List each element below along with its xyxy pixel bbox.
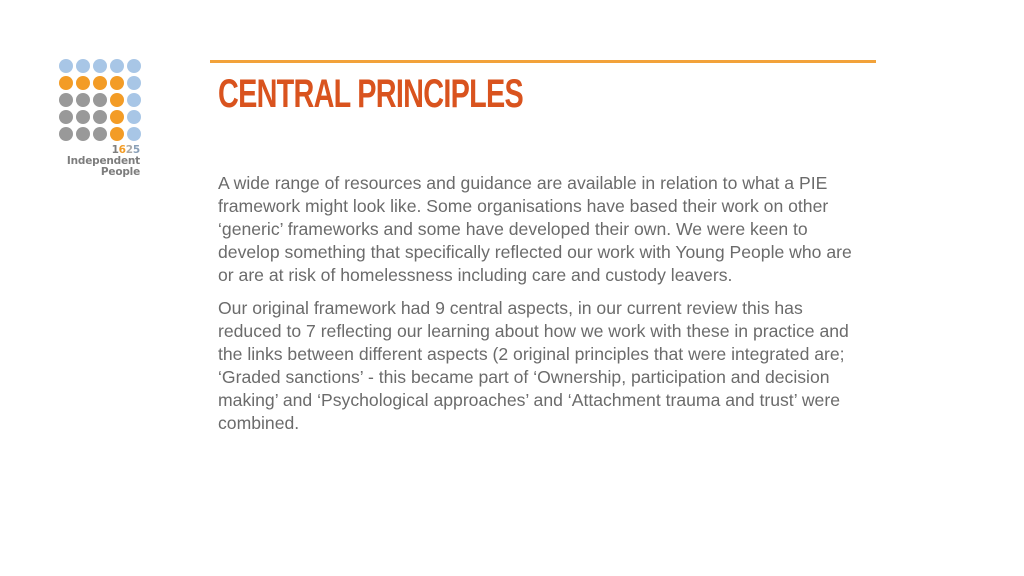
logo-dot-grey: [76, 110, 90, 124]
logo-dot-blue: [93, 59, 107, 73]
paragraph-1: A wide range of resources and guidance are available in relation to what a PIE framework might look like. Some organisations have based their work on other ‘generic’ frameworks and some have developed their own. We were keen to develop something that specifically reflected our work with Young People who are or are at risk of homelessness including care and custody leavers.: [218, 173, 852, 285]
logo-dot-grid: [59, 59, 143, 141]
logo-dot-blue: [127, 127, 141, 141]
slide-body: [218, 172, 868, 445]
logo-dot-orange: [110, 127, 124, 141]
logo-dot-grey: [59, 127, 73, 141]
logo-dot-blue: [127, 93, 141, 107]
logo-dot-grey: [93, 93, 107, 107]
logo-line-1: Independent: [66, 155, 140, 167]
logo-dot-orange: [110, 93, 124, 107]
logo-dot-grey: [76, 127, 90, 141]
logo-year-digit: 2: [125, 144, 133, 156]
logo-dot-orange: [110, 76, 124, 90]
logo-1625-independent-people: [59, 59, 143, 178]
logo-year-digit: 1: [111, 144, 119, 156]
logo-dot-grey: [93, 110, 107, 124]
logo-dot-orange: [59, 76, 73, 90]
logo-dot-blue: [59, 59, 73, 73]
logo-dot-grey: [76, 93, 90, 107]
logo-dot-grey: [93, 127, 107, 141]
logo-dot-orange: [76, 76, 90, 90]
logo-dot-blue: [127, 59, 141, 73]
logo-dot-blue: [127, 110, 141, 124]
logo-dot-blue: [76, 59, 90, 73]
logo-dot-grey: [59, 110, 73, 124]
logo-dot-orange: [93, 76, 107, 90]
title-accent-rule: [210, 60, 876, 63]
logo-dot-grey: [59, 93, 73, 107]
logo-year-digit: 6: [118, 144, 126, 156]
logo-line-2: People: [100, 166, 140, 178]
logo-dot-blue: [110, 59, 124, 73]
logo-year-digit: 5: [132, 144, 140, 156]
slide-title: CENTRAL PRINCIPLES: [218, 72, 523, 116]
logo-dot-orange: [110, 110, 124, 124]
logo-wordmark: [59, 145, 140, 178]
logo-dot-blue: [127, 76, 141, 90]
paragraph-2: Our original framework had 9 central aspects, in our current review this has reduced to 7 reflecting our learning about how we work with these in practice and the links between different aspects (2 original principles that were integrated are; ‘Graded sanctions’ - this became part of ‘Ownership, participation and decision making’ and ‘Psychological approaches’ and ‘Attachment trauma and trust’ were combined.: [218, 298, 849, 433]
